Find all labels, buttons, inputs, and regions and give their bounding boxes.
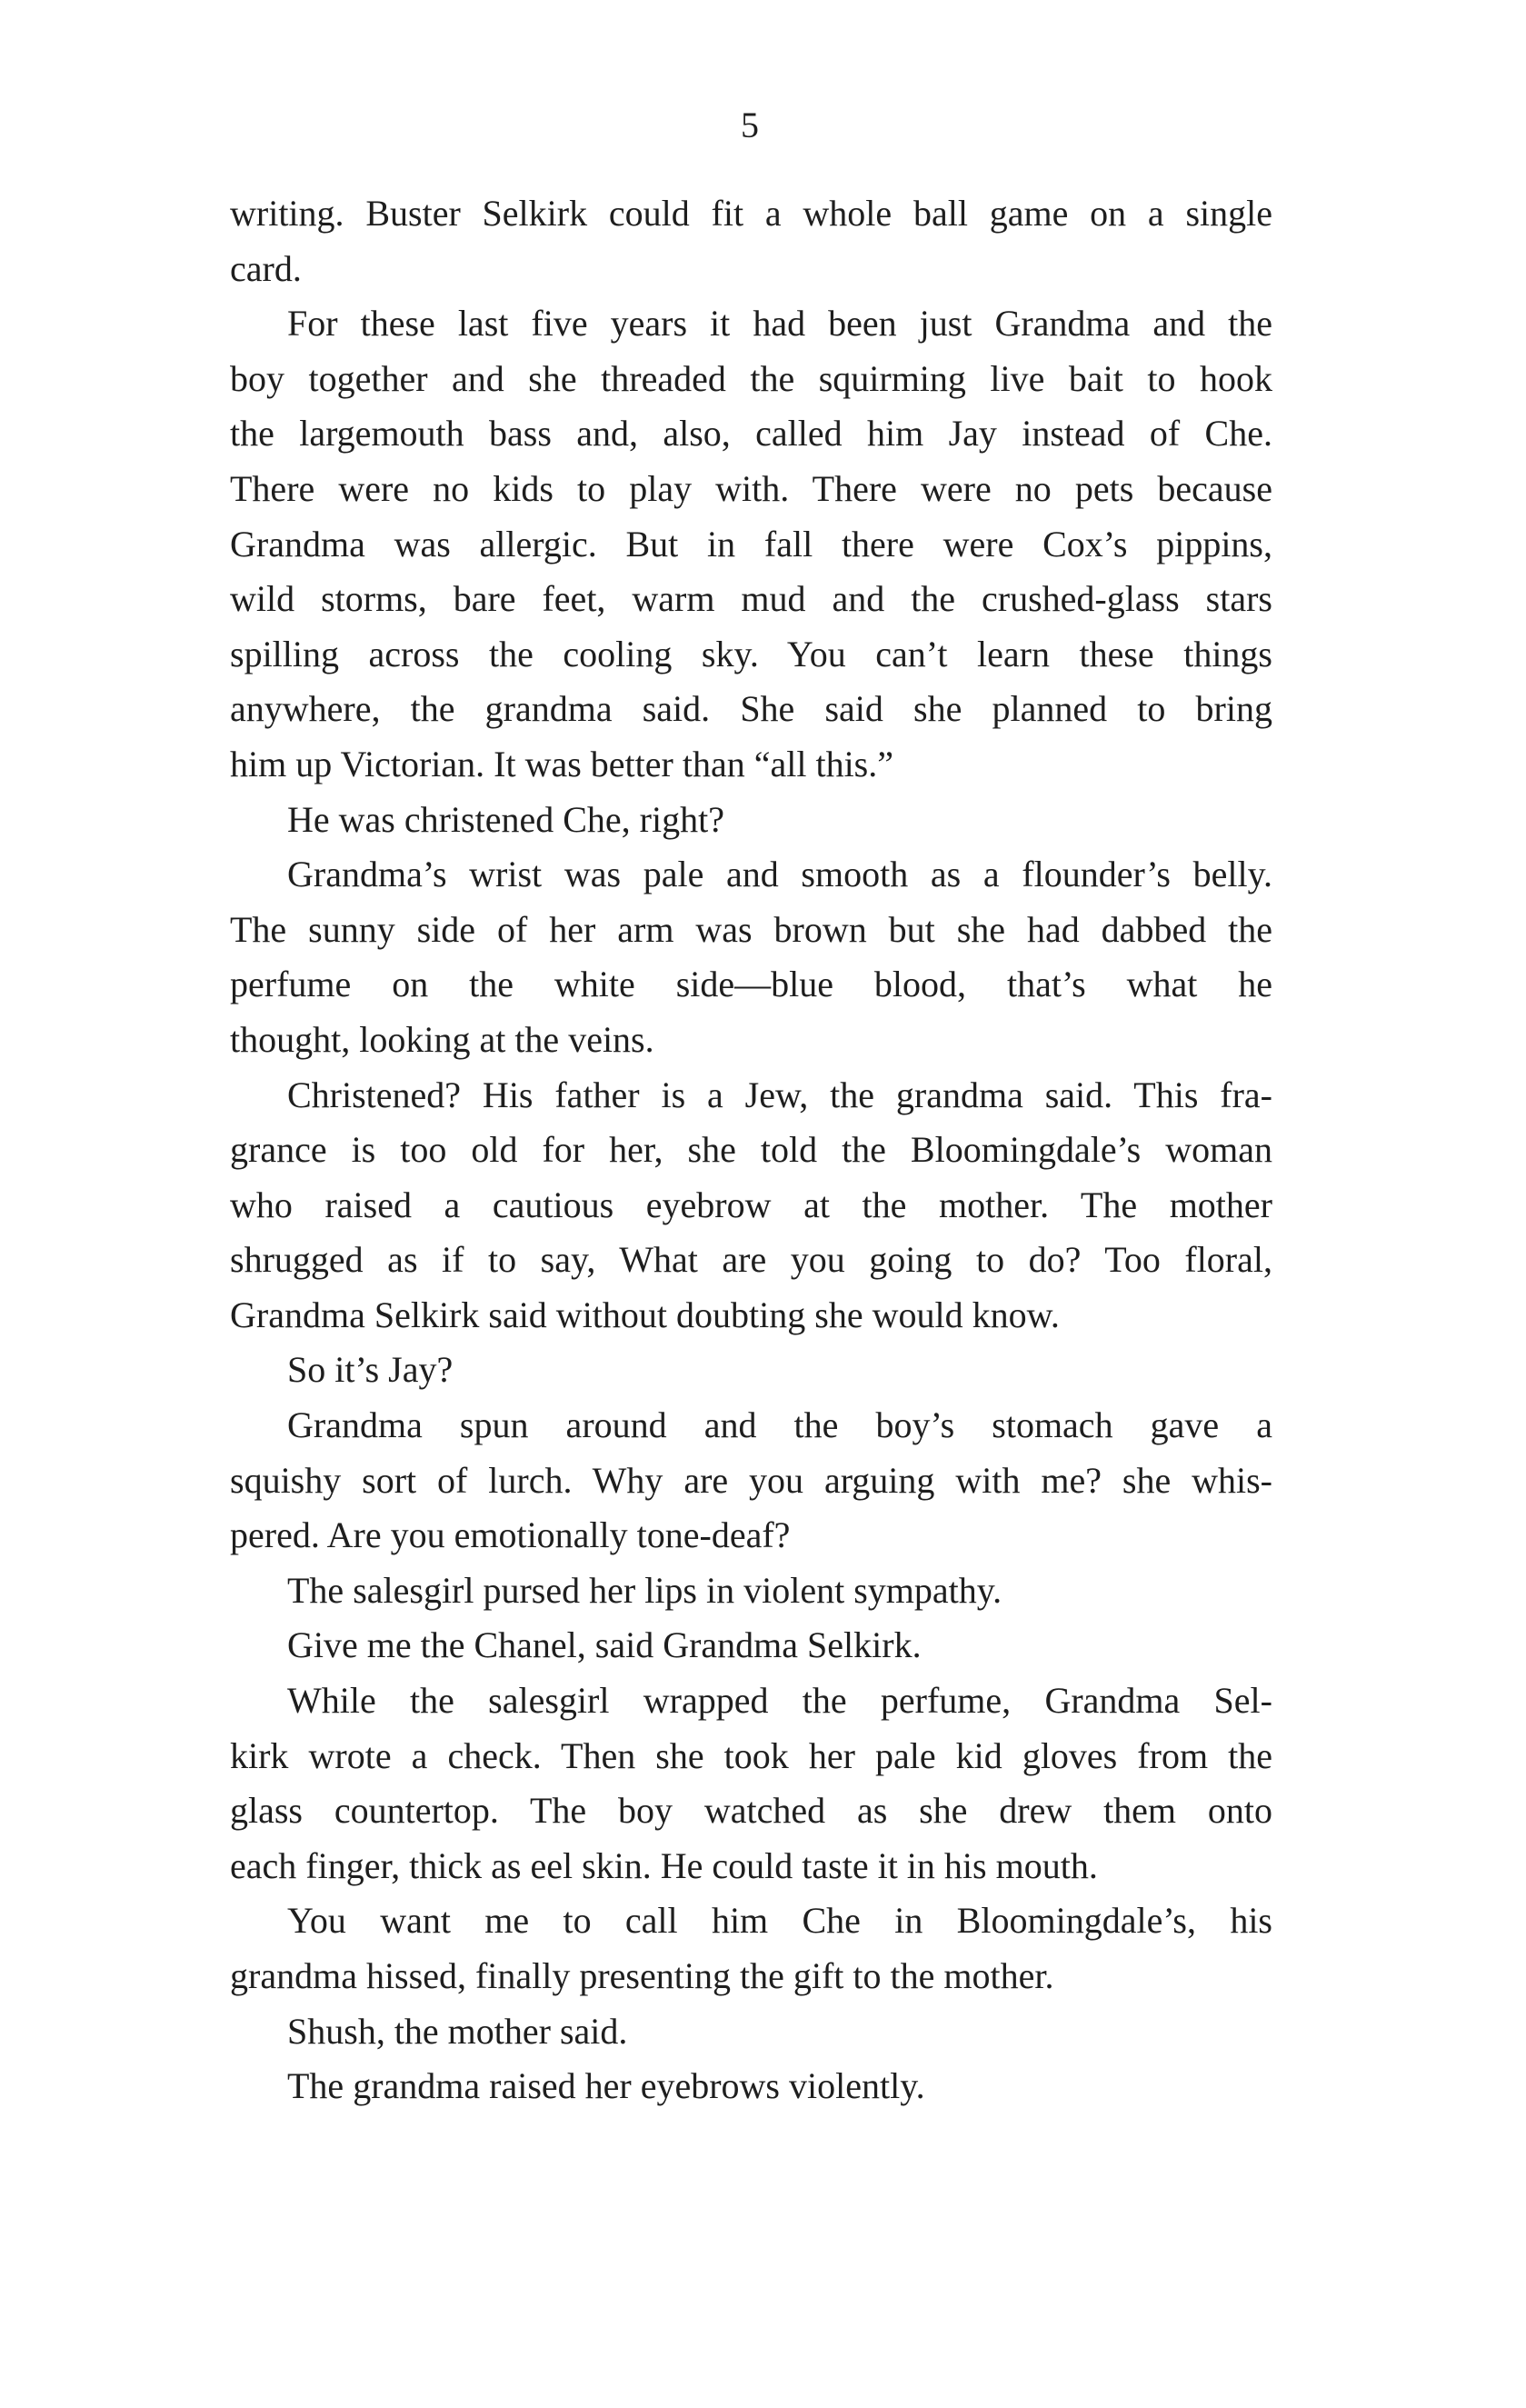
- text-line: him up Victorian. It was better than “all this.”: [230, 743, 893, 784]
- text-line: You want me to call him Che in Bloomingdale’s, his: [287, 1900, 1272, 1942]
- text-line: So it’s Jay?: [287, 1349, 454, 1391]
- text-line: writing. Buster Selkirk could fit a whole ball game on a single: [230, 193, 1272, 234]
- text-line: grandma hissed, finally presenting the gift to the mother.: [230, 1955, 1054, 1996]
- text-line: anywhere, the grandma said. She said she planned to bring: [230, 688, 1272, 730]
- text-line: pered. Are you emotionally tone-deaf?: [230, 1514, 791, 1556]
- text-line: While the salesgirl wrapped the perfume, Grandma Sel-: [287, 1680, 1272, 1722]
- text-line: grance is too old for her, she told the Bloomingdale’s woman: [230, 1129, 1272, 1171]
- text-line: He was christened Che, right?: [287, 798, 724, 840]
- text-line: The grandma raised her eyebrows violently.: [287, 2065, 925, 2107]
- text-line: There were no kids to play with. There were no pets because: [230, 467, 1272, 509]
- body-text: [230, 186, 1272, 2114]
- text-line: The sunny side of her arm was brown but she had dabbed the: [230, 908, 1272, 950]
- text-line: Christened? His father is a Jew, the grandma said. This fra-: [287, 1074, 1272, 1115]
- text-line: shrugged as if to say, What are you going to do? Too floral,: [230, 1239, 1272, 1281]
- text-line: Grandma was allergic. But in fall there were Cox’s pippins,: [230, 523, 1272, 565]
- text-line: spilling across the cooling sky. You can’t learn these things: [230, 633, 1272, 674]
- text-line: kirk wrote a check. Then she took her pale kid gloves from the: [230, 1734, 1272, 1776]
- text-line: Give me the Chanel, said Grandma Selkirk.: [287, 1624, 922, 1666]
- text-line: thought, looking at the veins.: [230, 1018, 654, 1060]
- text-line: who raised a cautious eyebrow at the mother. The mother: [230, 1184, 1272, 1225]
- text-line: perfume on the white side—blue blood, that’s what he: [230, 964, 1272, 1005]
- text-line: Grandma spun around and the boy’s stomach gave a: [287, 1404, 1272, 1446]
- text-line: Grandma’s wrist was pale and smooth as a flounder’s belly.: [287, 854, 1272, 895]
- text-line: boy together and she threaded the squirming live bait to hook: [230, 357, 1272, 399]
- text-line: The salesgirl pursed her lips in violent sympathy.: [287, 1569, 1002, 1611]
- text-line: wild storms, bare feet, warm mud and the crushed-glass stars: [230, 578, 1272, 620]
- text-line: Shush, the mother said.: [287, 2010, 628, 2052]
- text-line: For these last five years it had been just Grandma and the: [287, 303, 1272, 345]
- text-line: the largemouth bass and, also, called him Jay instead of Che.: [230, 413, 1272, 455]
- text-line: each finger, thick as eel skin. He could taste it in his mouth.: [230, 1844, 1098, 1886]
- text-line: card.: [230, 247, 302, 289]
- text-line: squishy sort of lurch. Why are you arguing with me? she whis-: [230, 1459, 1272, 1501]
- page-number: 5: [741, 105, 759, 145]
- text-line: Grandma Selkirk said without doubting she would know.: [230, 1294, 1060, 1335]
- text-line: glass countertop. The boy watched as she drew them onto: [230, 1790, 1272, 1832]
